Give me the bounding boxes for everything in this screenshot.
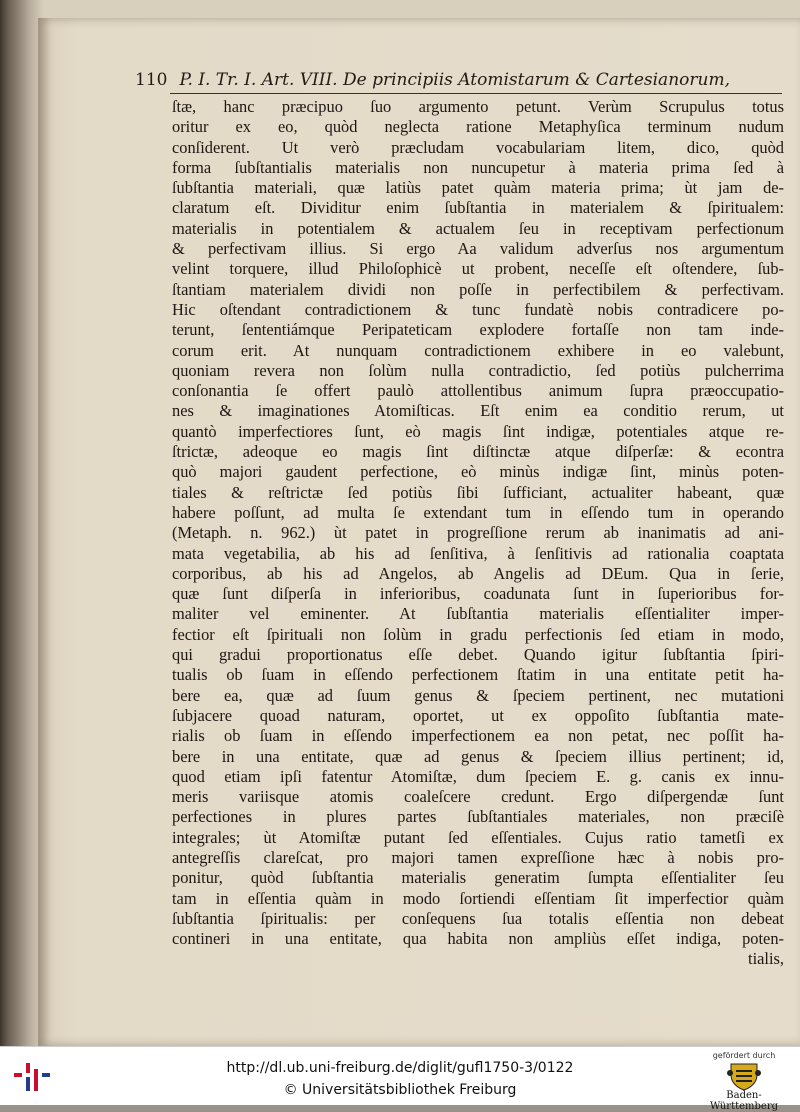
text-line: oritur ex eo, quòd neglecta ratione Metaphyſica terminum nudum	[172, 117, 784, 137]
sponsor-name: Baden-Württemberg	[709, 1090, 779, 1112]
text-line: quò majori gaudent perfectione, eò minùs indigæ ſint, minùs poten-	[172, 462, 784, 482]
sponsor-block	[694, 1051, 794, 1112]
text-line: ſtæ, hanc præcipuo ſuo argumento petunt. Verùm Scrupulus totus	[172, 97, 784, 116]
text-line: bere ea, quæ ad ſuum genus & ſpeciem pertinent, nec mutationi	[172, 685, 784, 705]
running-head-title: P. I. Tr. I. Art. VIII. De principiis Atomistarum & Cartesianorum,	[179, 70, 730, 90]
text-line: integrales; ùt Atomiſtæ putant ſed eſſentiales. Cujus ratio tametſi ex	[172, 827, 784, 847]
head-rule	[170, 93, 782, 94]
text-line: rialis ob ſuam in eſſendo imperfectionem ea non petat, nec poſſit ha-	[172, 726, 784, 746]
text-line: forma ſubſtantialis materialis non nuncupetur à materia prima ſed à	[172, 157, 784, 177]
text-line: quoniam revera non ſolùm nulla contradictio, ſed potiùs pulcherrima	[172, 360, 784, 380]
footer-bar	[0, 1046, 800, 1112]
text-line: perfectiones in plures partes ſubſtantiales materiales, non præciſè	[172, 807, 784, 827]
text-line: tualis ob ſuam in eſſendo perfectionem ſtatim in una entitate petit ha-	[172, 665, 784, 685]
sponsor-label: gefördert durch	[712, 1051, 776, 1060]
body-text	[172, 97, 784, 969]
text-line: (Metaph. n. 962.) ùt patet in progreſſione rerum ab inanimatis ad ani-	[172, 523, 784, 543]
text-line: nes & imaginationes Atomiſticas. Eſt enim ea conditio rerum, ut	[172, 401, 784, 421]
text-line: Hic oſtendant contradictionem & tunc fundatè nobis contradicere po-	[172, 299, 784, 319]
text-line: tam in eſſentia quàm in modo ſortiendi eſſentiam ſit imperfectior quàm	[172, 888, 784, 908]
text-line: quantò imperfectiores ſunt, eò magis ſint indigæ, potentiales atque re-	[172, 421, 784, 441]
text-line: velint torquere, illud Philoſophicè ut probent, neceſſe eſt oſtendere, ſub-	[172, 259, 784, 279]
page-number: 110	[135, 70, 168, 90]
text-line: meris variisque atomis coaleſcere credunt. Ergo diſpergendæ ſunt	[172, 787, 784, 807]
text-line: contineri in una entitate, qua habita non ampliùs eſſet indiga, poten-	[172, 929, 784, 949]
text-line: ſtantiam materialem dividi non poſſe in perfectibilem & perfectivam.	[172, 279, 784, 299]
text-line: ſtrictæ, adeoque eo magis ſint diſtinctæ atque diſperſæ: & econtra	[172, 442, 784, 462]
catchword: tialis,	[748, 949, 784, 969]
text-line: tiales & reſtrictæ ſed potiùs ſibi ſufficiant, actualiter habeant, quæ	[172, 482, 784, 502]
text-line: antegreſſis clareſcat, pro majori tamen expreſſione hæc à nobis pro-	[172, 847, 784, 867]
text-line: quæ ſunt diſperſa in inferioribus, coadunata ſunt in ſuperioribus for-	[172, 584, 784, 604]
text-line: ponitur, quòd ſubſtantia materialis generatim ſumpta eſſentialiter ſeu	[172, 868, 784, 888]
text-line: fectior eſt ſpirituali non ſolùm in gradu perfectionis ſed etiam in modo,	[172, 624, 784, 644]
text-line: conſiderent. Ut verò præcludam vocabulariam litem, dico, quòd	[172, 137, 784, 157]
text-line: corum erit. At nunquam contradictionem exhibere in eo valebunt,	[172, 340, 784, 360]
text-line: claratum eſt. Dividitur enim ſubſtantia in materialem & ſpiritualem:	[172, 198, 784, 218]
text-line: habere poſſunt, ad multa ſe extendant tum in eſſendo tum in operando	[172, 502, 784, 522]
text-line: terunt, ſententiámque Peripateticam explodere fortaſſe non tam inde-	[172, 320, 784, 340]
text-line: corporibus, ab his ad Angelos, ab Angelis ad DEum. Qua in ſerie,	[172, 563, 784, 583]
text-line: maliter vel eminenter. At ſubſtantia materialis eſſentialiter imper-	[172, 604, 784, 624]
text-line: ſubſtantia materiali, quæ latiùs patet quàm materia prima; ùt jam de-	[172, 178, 784, 198]
footer-url[interactable]: http://dl.ub.uni-freiburg.de/diglit/gufl1750-3/0122	[226, 1060, 574, 1076]
text-line: materialis in potentialem & actualem ſeu in receptivam perfectionum	[172, 218, 784, 238]
text-line: bere in una entitate, quæ ad genus & ſpeciem illius pertinent; id,	[172, 746, 784, 766]
text-line: ſubſtantia ſpiritualis: per conſequens ſua totalis eſſentia non debeat	[172, 908, 784, 928]
footer-copyright: © Universitätsbibliothek Freiburg	[283, 1082, 517, 1098]
text-line: qui gradui proportionatus eſſe debet. Quando igitur ſubſtantia ſpiri-	[172, 645, 784, 665]
text-line: conſonantia ſe offert paulò attollentibus animum ſupra præoccupatio-	[172, 381, 784, 401]
text-line: & perfectivam illius. Si ergo Aa validum adverſus nos argumentum	[172, 239, 784, 259]
text-line: ſubjacere quoad naturam, oportet, ut ex oppoſito ſubſtantia mate-	[172, 705, 784, 725]
baden-wuerttemberg-crest-icon	[727, 1061, 761, 1091]
text-line: quod etiam ipſi fatentur Atomiſtæ, dum ſpeciem E. g. canis ex innu-	[172, 766, 784, 786]
text-line: mata vegetabilia, ab his ad ſenſitiva, à ſenſitivis ad rationalia coaptata	[172, 543, 784, 563]
running-head	[135, 70, 785, 94]
